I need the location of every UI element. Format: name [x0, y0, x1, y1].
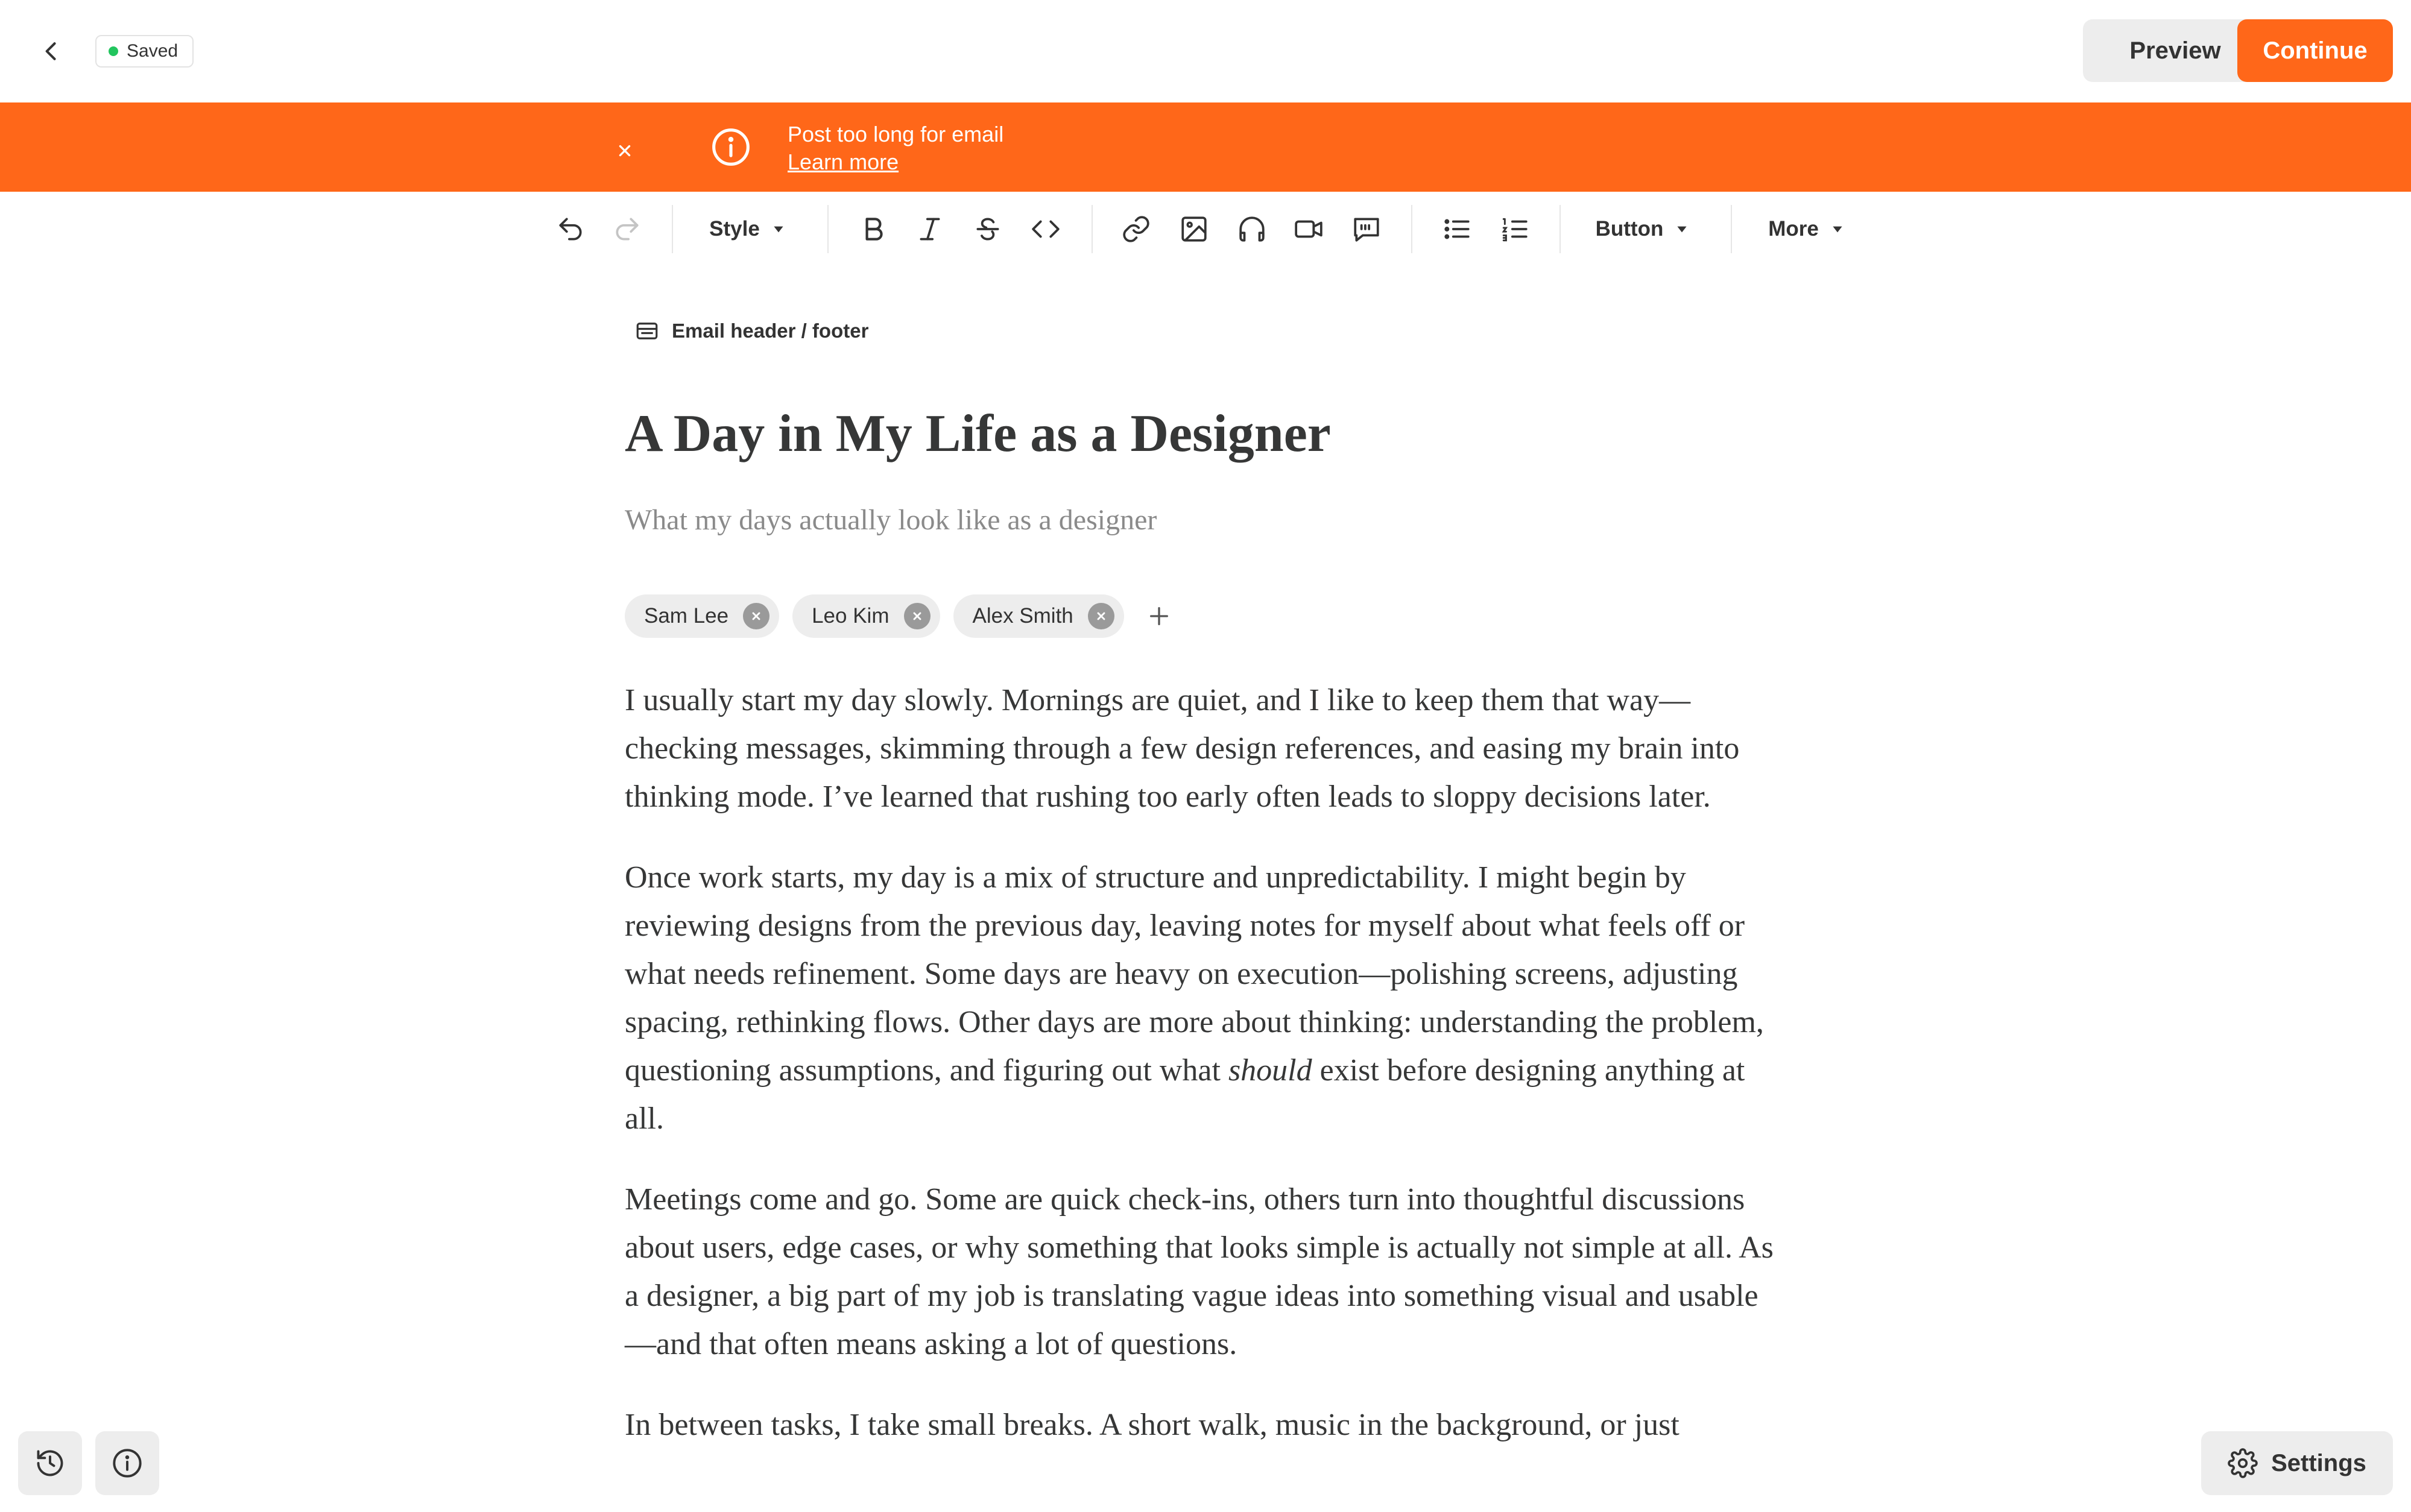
- button-dropdown-label: Button: [1595, 217, 1664, 241]
- caret-down-icon: [1830, 221, 1845, 237]
- close-icon: [1095, 610, 1107, 622]
- numbered-list-button[interactable]: [1494, 209, 1535, 250]
- author-name: Sam Lee: [644, 604, 729, 628]
- post-info-button[interactable]: [95, 1431, 159, 1495]
- bold-icon: [858, 214, 888, 244]
- info-icon: [112, 1447, 143, 1479]
- more-dropdown-label: More: [1768, 217, 1819, 241]
- body-paragraph: I usually start my day slowly. Mornings are quiet, and I like to keep them that way—checking messages, skimming through a few design references, and easing my brain into thinking mode. I’ve learned that rushing too early often leads to sloppy decisions later.: [625, 683, 1740, 814]
- banner-message: Post too long for email: [788, 122, 1004, 146]
- toolbar-separator: [1411, 205, 1412, 253]
- preview-button[interactable]: Preview: [2083, 19, 2267, 82]
- audio-icon: [1237, 214, 1267, 244]
- email-header-footer-label: Email header / footer: [672, 320, 869, 342]
- italic-icon: [915, 214, 945, 244]
- style-dropdown[interactable]: [694, 209, 802, 250]
- post-subtitle[interactable]: What my days actually look like as a designer: [625, 504, 1157, 536]
- author-list: [625, 594, 1177, 638]
- settings-button[interactable]: [2201, 1431, 2393, 1495]
- code-icon: [1031, 214, 1061, 244]
- body-paragraph: [625, 854, 1783, 1143]
- saved-label: Saved: [127, 41, 179, 61]
- toolbar-separator: [1092, 205, 1093, 253]
- top-bar: [0, 0, 2411, 101]
- saved-dot-icon: [109, 46, 118, 56]
- undo-button[interactable]: [550, 209, 591, 250]
- email-length-banner: [0, 102, 2411, 192]
- paragraph-text: Once work starts, my day is a mix of structure and unpredictability. I might begin by reviewing designs from the previous day, leaving notes for myself about what feels off or what needs refinement. Some days are heavy on execution—polishing screens, adjusting spacing, rethinking flows. Other days are more about thinking: understanding the problem, questioning assumptions, and figuring out what: [625, 860, 1764, 1088]
- post-body[interactable]: [625, 676, 1783, 1482]
- redo-icon: [612, 214, 642, 244]
- italic-button[interactable]: [909, 209, 950, 250]
- email-template-icon: [634, 318, 660, 344]
- toolbar-separator: [672, 205, 673, 253]
- plus-icon: [1147, 604, 1171, 628]
- close-icon: [911, 610, 923, 622]
- remove-author-button[interactable]: [743, 603, 769, 629]
- remove-author-button[interactable]: [1088, 603, 1114, 629]
- saved-status-badge: [95, 35, 194, 68]
- caret-down-icon: [1674, 221, 1690, 237]
- video-button[interactable]: [1288, 209, 1329, 250]
- audio-button[interactable]: [1231, 209, 1272, 250]
- emphasis-text: should: [1228, 1053, 1312, 1088]
- numbered-list-icon: [1500, 214, 1530, 244]
- close-icon: [617, 143, 633, 159]
- code-button[interactable]: [1025, 209, 1066, 250]
- chevron-left-icon: [38, 38, 65, 65]
- author-chip: [953, 594, 1124, 638]
- style-dropdown-label: Style: [709, 217, 760, 241]
- link-button[interactable]: [1116, 209, 1157, 250]
- toolbar-separator: [1559, 205, 1561, 253]
- post-title[interactable]: A Day in My Life as a Designer: [625, 405, 1331, 463]
- gear-icon: [2228, 1448, 2258, 1478]
- back-button[interactable]: [31, 31, 71, 71]
- image-icon: [1179, 214, 1209, 244]
- formatting-toolbar: [0, 199, 2411, 259]
- quote-button[interactable]: [1346, 209, 1387, 250]
- continue-button[interactable]: Continue: [2237, 19, 2393, 82]
- add-author-button[interactable]: [1141, 598, 1177, 634]
- bullet-list-button[interactable]: [1436, 209, 1477, 250]
- redo-button[interactable]: [607, 209, 648, 250]
- toolbar-separator: [1731, 205, 1732, 253]
- banner-text: [788, 121, 1003, 176]
- toolbar-separator: [827, 205, 829, 253]
- body-paragraph: In between tasks, I take small breaks. A short walk, music in the background, or just: [625, 1408, 1679, 1442]
- image-button[interactable]: [1174, 209, 1215, 250]
- author-name: Alex Smith: [972, 604, 1073, 628]
- paragraph-text: exist before designing anything at all.: [625, 1053, 1745, 1136]
- author-chip: [625, 594, 779, 638]
- link-icon: [1121, 214, 1151, 244]
- caret-down-icon: [771, 221, 786, 237]
- banner-close-button[interactable]: [603, 129, 646, 172]
- quote-icon: [1351, 214, 1382, 244]
- email-header-footer-button[interactable]: [634, 316, 868, 346]
- button-dropdown[interactable]: [1582, 209, 1703, 250]
- body-paragraph: Meetings come and go. Some are quick check-ins, others turn into thoughtful discussions about users, edge cases, or why something that looks simple is actually not simple at all. As a designer, a big part of my job is translating vague ideas into something visual and usable—and that often means asking a lot of questions.: [625, 1182, 1774, 1361]
- video-icon: [1294, 214, 1324, 244]
- more-dropdown[interactable]: [1752, 209, 1861, 250]
- history-icon: [34, 1447, 66, 1479]
- learn-more-link[interactable]: Learn more: [788, 150, 899, 174]
- bold-button[interactable]: [853, 209, 894, 250]
- strikethrough-button[interactable]: [967, 209, 1008, 250]
- close-icon: [750, 610, 762, 622]
- remove-author-button[interactable]: [904, 603, 931, 629]
- strikethrough-icon: [973, 214, 1003, 244]
- author-name: Leo Kim: [812, 604, 890, 628]
- bullet-list-icon: [1442, 214, 1472, 244]
- settings-label: Settings: [2271, 1449, 2366, 1476]
- version-history-button[interactable]: [18, 1431, 82, 1495]
- undo-icon: [555, 214, 586, 244]
- author-chip: [792, 594, 940, 638]
- info-icon: [710, 127, 751, 168]
